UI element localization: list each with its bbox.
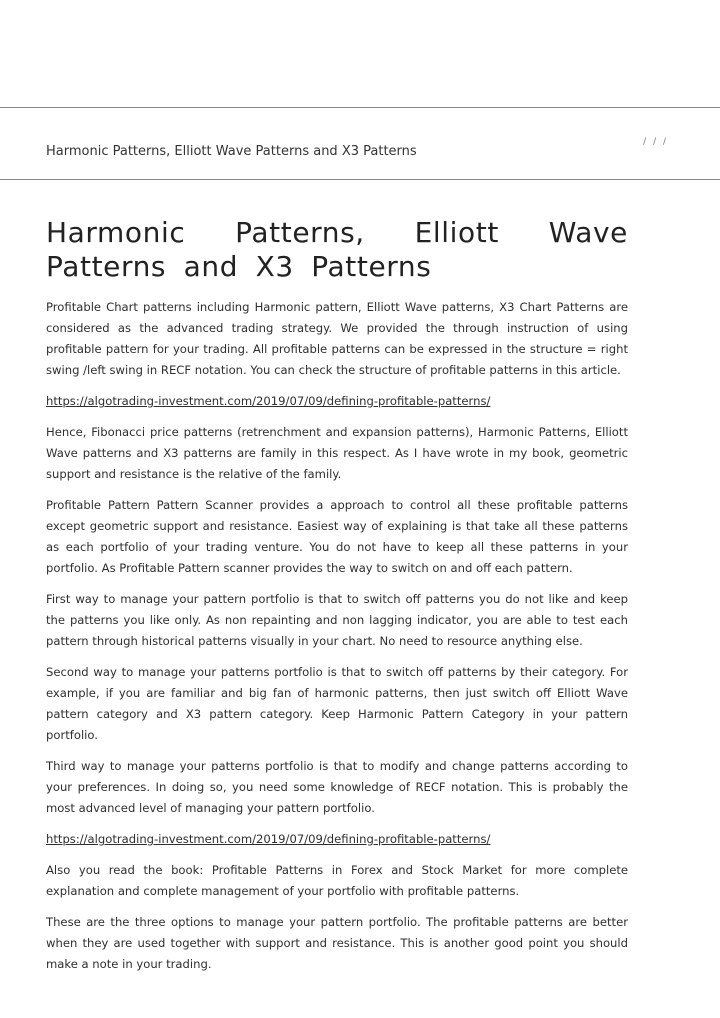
header-bottom-divider <box>0 179 720 180</box>
header-top-divider <box>0 107 720 108</box>
paragraph-family: Hence, Fibonacci price patterns (retrenchment and expansion patterns), Harmonic Patterns, Elliott Wave patterns and X3 patterns are family in this respect. As I have wrote in my book, geometric support and resistance is the relative of the family. <box>46 425 628 481</box>
paragraph-conclusion: These are the three options to manage your pattern portfolio. The profitable patterns are better when they are used together with support and resistance. This is another good point you should make a note in your trading. <box>46 915 628 971</box>
paragraph-second-way: Second way to manage your patterns portfolio is that to switch off patterns by their category. For example, if you are familiar and big fan of harmonic patterns, then just switch off Elliott Wave pattern category and X3 pattern category. Keep Harmonic Pattern Category in your pattern portfolio. <box>46 665 628 742</box>
article-link-2[interactable]: https://algotrading-investment.com/2019/07/09/defining-profitable-patterns/ <box>46 832 491 846</box>
header-title: Harmonic Patterns, Elliott Wave Patterns and X3 Patterns <box>46 144 417 159</box>
paragraph-book: Also you read the book: Profitable Patterns in Forex and Stock Market for more complete explanation and complete management of your portfolio with profitable patterns. <box>46 863 628 898</box>
paragraph-scanner: Profitable Pattern Pattern Scanner provides a approach to control all these profitable patterns except geometric support and resistance. Easiest way of explaining is that take all these patterns as each portfolio of your trading venture. You do not have to keep all these patterns in your portfolio. As Profitable Pattern scanner provides the way to switch on and off each pattern. <box>46 498 628 575</box>
breadcrumb: / / / <box>643 137 668 147</box>
article-body <box>46 216 628 985</box>
page-title: Harmonic Patterns, Elliott Wave Patterns and X3 Patterns <box>46 216 628 283</box>
paragraph-third-way: Third way to manage your patterns portfolio is that to modify and change patterns according to your preferences. In doing so, you need some knowledge of RECF notation. This is probably the most advanced level of managing your pattern portfolio. <box>46 759 628 815</box>
article-link-1[interactable]: https://algotrading-investment.com/2019/07/09/defining-profitable-patterns/ <box>46 394 491 408</box>
paragraph-first-way: First way to manage your pattern portfolio is that to switch off patterns you do not like and keep the patterns you like only. As non repainting and non lagging indicator, you are able to test each pattern through historical patterns visually in your chart. No need to resource anything else. <box>46 592 628 648</box>
paragraph-intro: Profitable Chart patterns including Harmonic pattern, Elliott Wave patterns, X3 Chart Patterns are considered as the advanced trading strategy. We provided the through instruction of using profitable pattern for your trading. All profitable patterns can be expressed in the structure = right swing /left swing in RECF notation. You can check the structure of profitable patterns in this article. <box>46 300 628 377</box>
